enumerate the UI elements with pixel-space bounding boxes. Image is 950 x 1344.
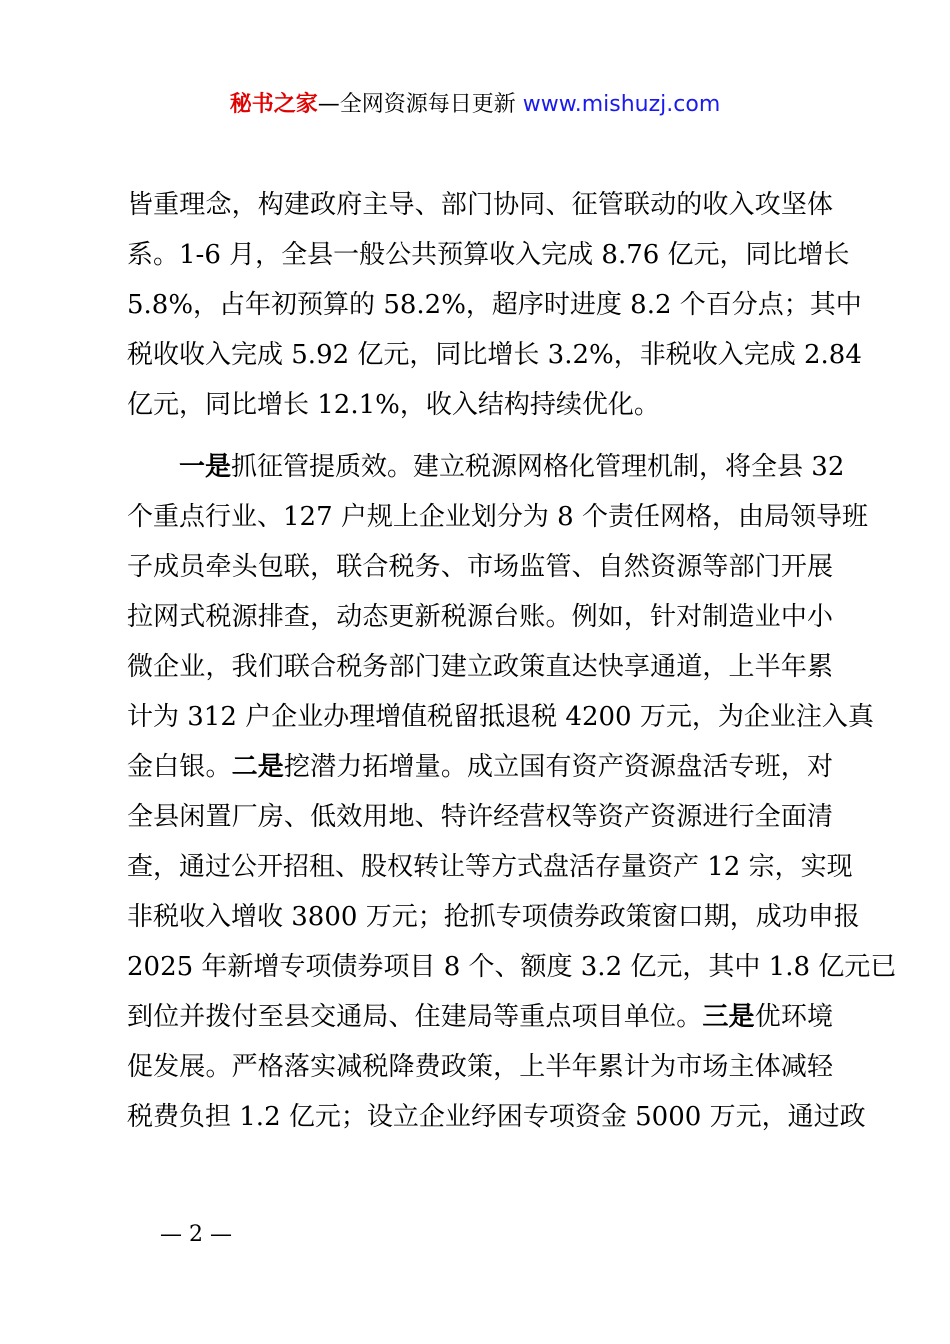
text-segment: 抓征管提质效。建立税源网格化管理机制，将全县 32: [231, 452, 845, 482]
bold-lead-2: 二是: [231, 752, 284, 782]
text-line: 皆重理念，构建政府主导、部门协同、征管联动的收入攻坚体: [127, 190, 833, 220]
text-line: 2025 年新增专项债券项目 8 个、额度 3.2 亿元，其中 1.8 亿元已: [127, 952, 897, 982]
paragraph-2: [127, 442, 897, 1142]
bold-lead-3: 三是: [702, 1002, 755, 1032]
text-line: 促发展。严格落实减税降费政策，上半年累计为市场主体减轻: [127, 1052, 833, 1082]
text-line: 查，通过公开招租、股权转让等方式盘活存量资产 12 宗，实现: [127, 852, 853, 882]
text-line: 子成员牵头包联，联合税务、市场监管、自然资源等部门开展: [127, 552, 833, 582]
text-segment: 挖潜力拓增量。成立国有资产资源盘活专班，对: [283, 752, 833, 782]
text-line: 5.8%，占年初预算的 58.2%，超序时进度 8.2 个百分点；其中: [127, 290, 862, 320]
text-line: 税收收入完成 5.92 亿元，同比增长 3.2%，非税收入完成 2.84: [127, 340, 862, 370]
text-segment: 优环境: [754, 1002, 833, 1032]
text-line: 拉网式税源排查，动态更新税源台账。例如，针对制造业中小: [127, 602, 833, 632]
header-url-link[interactable]: www.mishuzj.com: [522, 92, 721, 117]
bold-lead-1: 一是: [179, 452, 232, 482]
text-segment: 金白银。: [127, 752, 232, 782]
page-number: — 2 —: [160, 1222, 232, 1247]
text-line: 非税收入增收 3800 万元；抢抓专项债券政策窗口期，成功申报: [127, 902, 860, 932]
text-line: 计为 312 户企业办理增值税留抵退税 4200 万元，为企业注入真: [127, 702, 874, 732]
site-header: [0, 88, 950, 122]
paragraph-1: [127, 180, 862, 430]
text-line: 亿元，同比增长 12.1%，收入结构持续优化。: [127, 390, 660, 420]
brand-name: 秘书之家: [229, 92, 318, 117]
document-body: [127, 180, 897, 1142]
text-line: 系。1-6 月，全县一般公共预算收入完成 8.76 亿元，同比增长: [127, 240, 850, 270]
text-line: 微企业，我们联合税务部门建立政策直达快享通道，上半年累: [127, 652, 833, 682]
text-line: [127, 442, 845, 492]
text-line: 个重点行业、127 户规上企业划分为 8 个责任网格，由局领导班: [127, 502, 868, 532]
text-segment: 到位并拨付至县交通局、住建局等重点项目单位。: [127, 1002, 703, 1032]
header-slogan: —全网资源每日更新: [317, 92, 516, 117]
text-line: 全县闲置厂房、低效用地、特许经营权等资产资源进行全面清: [127, 802, 833, 832]
text-line: 税费负担 1.2 亿元；设立企业纾困专项资金 5000 万元，通过政: [127, 1102, 866, 1132]
text-line: [127, 992, 833, 1042]
text-line: [127, 742, 833, 792]
